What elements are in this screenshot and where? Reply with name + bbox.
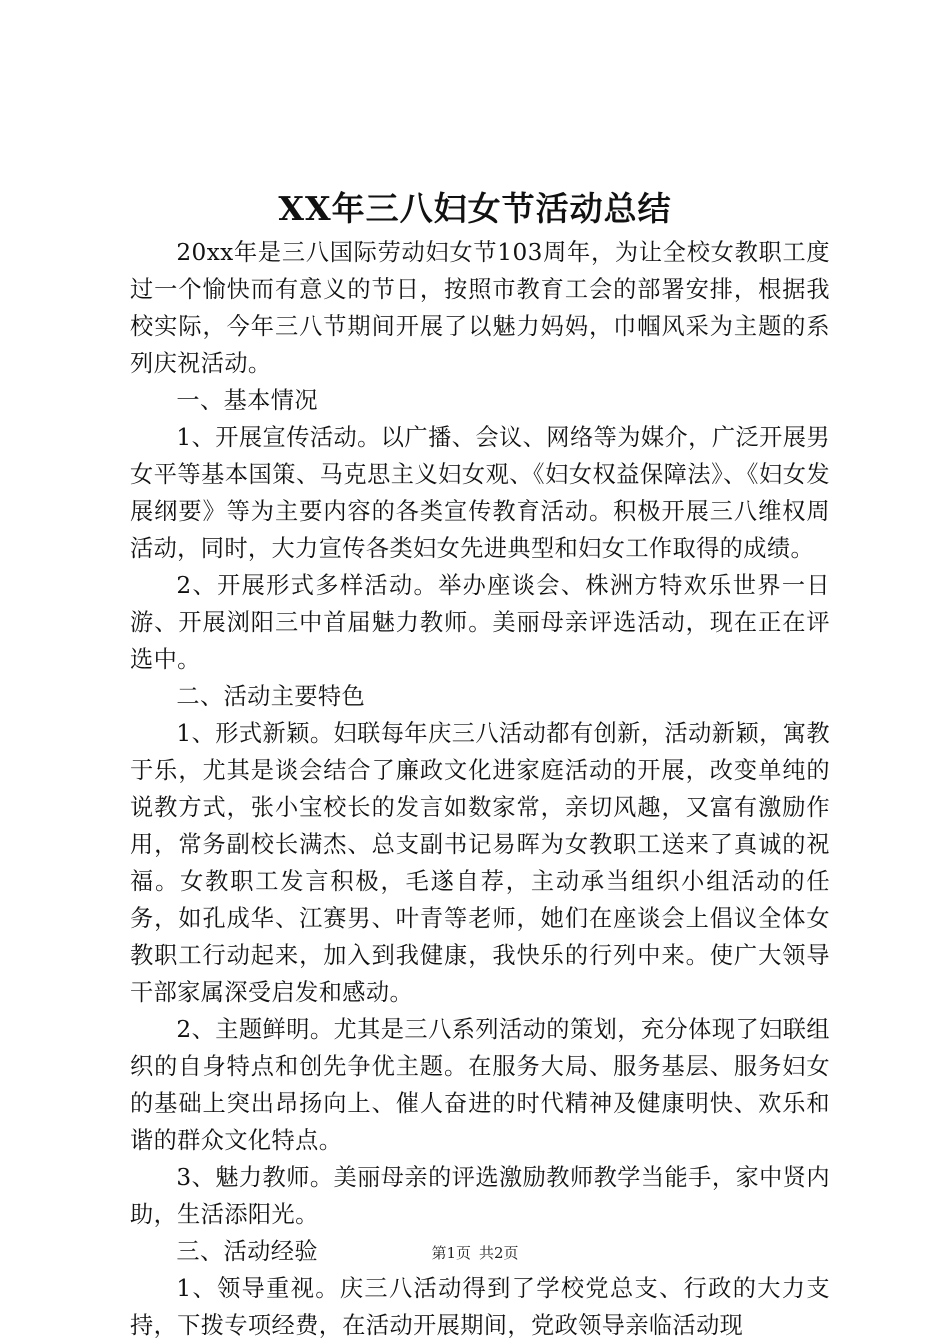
section-heading-experience: 三、活动经验 xyxy=(176,1238,318,1265)
paragraph-novel-form: 1、形式新颖。妇联每年庆三八活动都有创新，活动新颖，寓教于乐，尤其是谈会结合了廉政文化进家庭活动的开展，改变单纯的说教方式，张小宝校长的发言如数家常，亲切风趣，又富有激励作用，常务副校长满杰、总支副书记易晖为女教职工送来了真诚的祝福。女教职工发言积极，毛遂自荐，主动承当组织小组活动的任务，如孔成华、江赛男、叶青等老师，她们在座谈会上倡议全体女教职工行动起来，加入到我健康，我快乐的行列中来。使广大领导干部家属深受启发和感动。 xyxy=(130,720,830,1006)
document-body xyxy=(130,234,830,1344)
page-number: 第1页 xyxy=(431,1244,471,1262)
section-heading-basic-situation: 一、基本情况 xyxy=(176,387,318,414)
paragraph-publicity: 1、开展宣传活动。以广播、会议、网络等为媒介，广泛开展男女平等基本国策、马克思主义妇女观、《妇女权益保障法》、《妇女发展纲要》等为主要内容的各类宣传教育活动。积极开展三八维权周活动，同时，大力宣传各类妇女先进典型和妇女工作取得的成绩。 xyxy=(130,424,830,562)
paragraph-diverse-activities: 2、开展形式多样活动。举办座谈会、株洲方特欢乐世界一日游、开展浏阳三中首届魅力教师。美丽母亲评选活动，现在正在评选中。 xyxy=(130,572,830,673)
section-heading-features: 二、活动主要特色 xyxy=(176,683,366,710)
paragraph-clear-theme: 2、主题鲜明。尤其是三八系列活动的策划，充分体现了妇联组织的自身特点和创先争优主题。在服务大局、服务基层、服务妇女的基础上突出昂扬向上、催人奋进的时代精神及健康明快、欢乐和谐的群众文化特点。 xyxy=(130,1016,830,1154)
page-footer xyxy=(0,1243,950,1263)
document-title: XX年三八妇女节活动总结 xyxy=(278,189,672,228)
paragraph-intro: 20xx年是三八国际劳动妇女节103周年，为让全校女教职工度过一个愉快而有意义的节日，按照市教育工会的部署安排，根据我校实际，今年三八节期间开展了以魅力妈妈，巾帼风采为主题的系列庆祝活动。 xyxy=(130,239,830,377)
paragraph-leadership: 1、领导重视。庆三八活动得到了学校党总支、行政的大力支持，下拨专项经费，在活动开展期间，党政领导亲临活动现 xyxy=(130,1275,830,1339)
paragraph-charming-teacher: 3、魅力教师。美丽母亲的评选激励教师教学当能手，家中贤内助，生活添阳光。 xyxy=(130,1164,830,1228)
page-total: 共2页 xyxy=(479,1244,519,1262)
